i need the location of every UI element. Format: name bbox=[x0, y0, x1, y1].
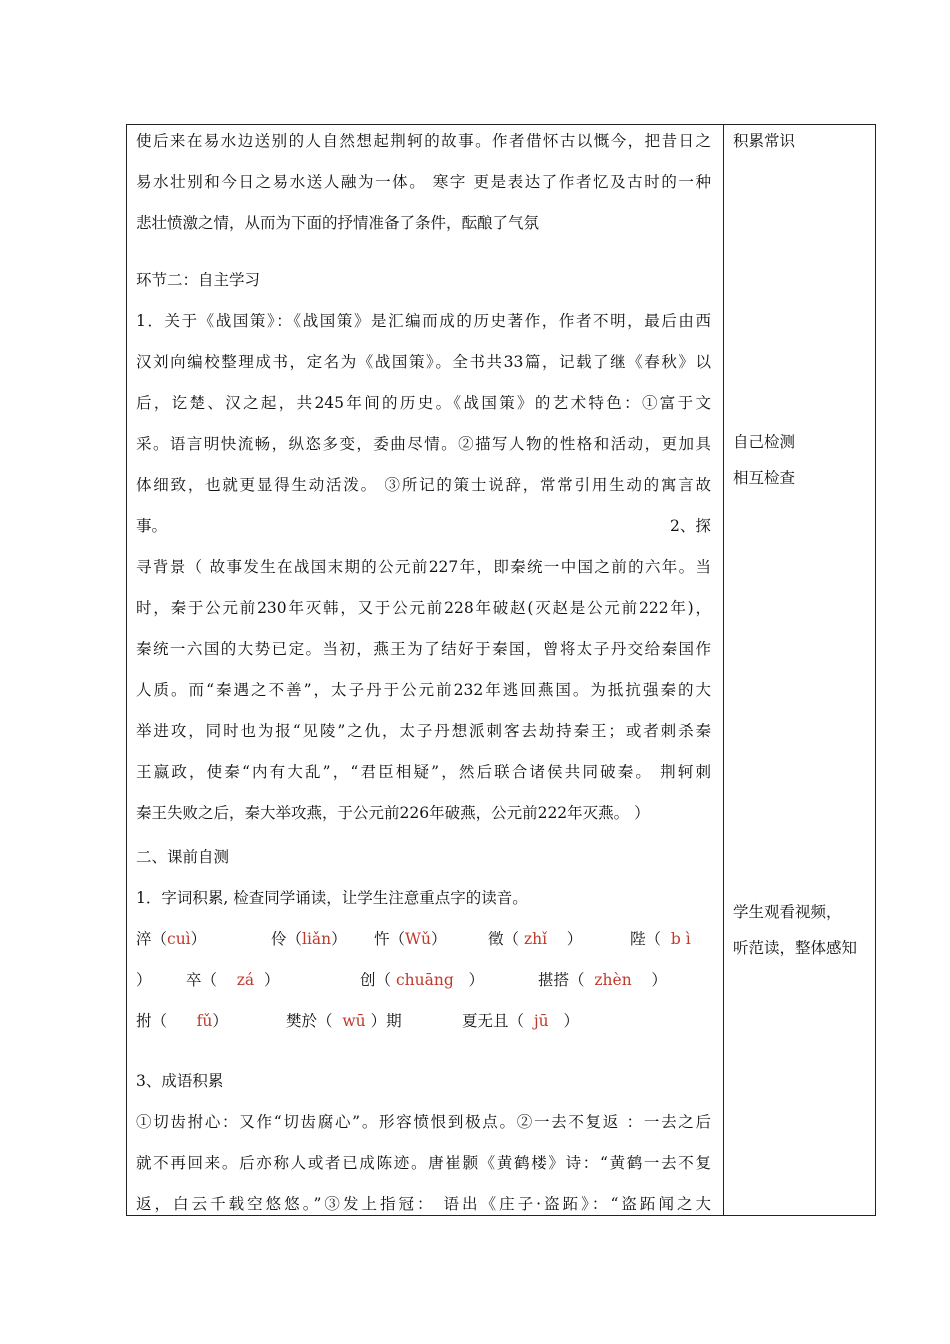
vocab-item: 徵（ zhǐ ） bbox=[488, 930, 583, 948]
vocab-item: 夏无且（ jū ） bbox=[462, 1012, 579, 1030]
text-line: 王嬴政，使秦“内有大乱”，“君臣相疑”，然后联合诸侯共同破秦。 荆轲刺 bbox=[136, 763, 711, 781]
vocab-item: 樊於（ wū ）期 bbox=[286, 1012, 402, 1030]
side-note: 积累常识 bbox=[733, 132, 796, 150]
text-line: 1．字词积累, 检查同学诵读，让学生注意重点字的读音。 bbox=[136, 889, 528, 907]
section-heading: 二、课前自测 bbox=[136, 848, 230, 866]
vocab-item: 卒（ zá ） bbox=[186, 971, 280, 989]
vocab-item: 陛（ b ì bbox=[630, 930, 691, 948]
text-line: 使后来在易水边送别的人自然想起荆轲的故事。作者借怀古以慨今，把昔日之 bbox=[136, 132, 711, 150]
vocab-item: 创（ chuāng ） bbox=[360, 971, 485, 989]
side-note: 相互检查 bbox=[733, 469, 796, 487]
text-line: 举进攻，同时也为报“见陵”之仇，太子丹想派刺客去劫持秦王；或者刺杀秦 bbox=[136, 722, 711, 740]
text-line: 易水壮别和今日之易水送人融为一体。 寒字 更是表达了作者忆及古时的一种 bbox=[136, 173, 711, 191]
text-line: 就不再回来。后亦称人或者已成陈迹。唐崔颢《黄鹤楼》诗：“黄鹤一去不复 bbox=[136, 1154, 711, 1172]
text-line: 寻背景（ 故事发生在战国末期的公元前227年，即秦统一中国之前的六年。当 bbox=[136, 558, 711, 576]
text-line: 秦统一六国的大势已定。当初，燕王为了结好于秦国，曾将太子丹交给秦国作 bbox=[136, 640, 711, 658]
section-heading: 环节二：自主学习 bbox=[136, 271, 261, 289]
vocab-item: 淬（cuì） bbox=[136, 930, 207, 948]
text-line: 后，讫楚、汉之起，共245年间的历史。《战国策》的艺术特色：①富于文 bbox=[136, 394, 711, 412]
vocab-item: 忤（Wǔ） bbox=[374, 930, 447, 948]
text-line: 返，白云千载空悠悠。”③发上指冠： 语出《庄子·盗跖》：“盗跖闻之大 bbox=[136, 1195, 711, 1213]
text-line: 人质。而“秦遇之不善”，太子丹于公元前232年逃回燕国。为抵抗强秦的大 bbox=[136, 681, 711, 699]
side-note: 自己检测 bbox=[733, 433, 796, 451]
text-line: 2、探 bbox=[670, 517, 711, 535]
vocab-close: ） bbox=[136, 971, 152, 989]
vocab-item: 揕搭（ zhèn ） bbox=[538, 971, 667, 989]
section-heading: 3、成语积累 bbox=[136, 1072, 224, 1090]
text-line: 秦王失败之后，秦大举攻燕，于公元前226年破燕，公元前222年灭燕。 ） bbox=[136, 804, 650, 822]
vocab-item: 伶（liǎn） bbox=[271, 930, 347, 948]
side-note: 学生观看视频， bbox=[733, 903, 842, 921]
text-line: 汉刘向编校整理成书，定名为《战国策》。全书共33篇，记载了继《春秋》以 bbox=[136, 353, 711, 371]
text-line: ①切齿拊心：又作“切齿腐心”。形容愤恨到极点。②一去不复返 ：一去之后 bbox=[136, 1113, 711, 1131]
text-line: 体细致，也就更显得生动活泼。 ③所记的策士说辞，常常引用生动的寓言故 bbox=[136, 476, 711, 494]
lesson-table bbox=[126, 124, 876, 1216]
side-note: 听范读，整体感知 bbox=[733, 939, 858, 957]
column-divider bbox=[723, 125, 724, 1215]
text-line: 采。语言明快流畅，纵恣多变，委曲尽情。②描写人物的性格和活动，更加具 bbox=[136, 435, 711, 453]
text-line: 悲壮愤激之情，从而为下面的抒情准备了条件，酝酿了气氛 bbox=[136, 214, 540, 232]
vocab-item: 拊（ fǔ） bbox=[136, 1012, 228, 1030]
text-line: 1．关于《战国策》：《战国策》是汇编而成的历史著作，作者不明，最后由西 bbox=[136, 312, 711, 330]
text-line: 事。 bbox=[136, 517, 168, 535]
text-line: 时，秦于公元前230年灭韩，又于公元前228年破赵(灭赵是公元前222年)， bbox=[136, 599, 711, 617]
